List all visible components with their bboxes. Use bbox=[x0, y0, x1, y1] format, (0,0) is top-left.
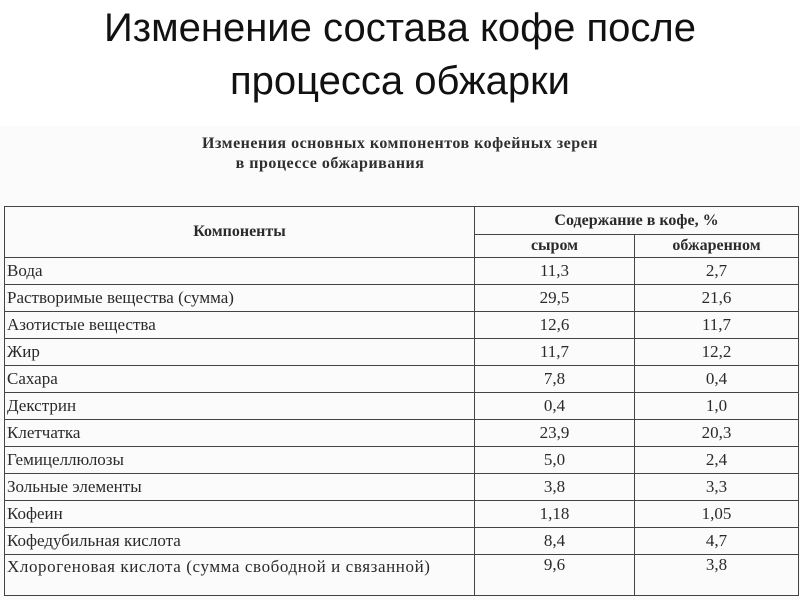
table-title-line-1: Изменения основных компонентов кофейных зерен bbox=[202, 135, 598, 152]
table-row bbox=[5, 474, 799, 501]
raw-value: 9,6 bbox=[475, 555, 635, 596]
table-row bbox=[5, 258, 799, 285]
table-row bbox=[5, 555, 799, 596]
raw-value: 11,7 bbox=[475, 339, 635, 366]
component-name bbox=[5, 555, 475, 596]
roasted-value: 3,8 bbox=[635, 555, 799, 596]
table-row bbox=[5, 393, 799, 420]
component-name: Кофеин bbox=[5, 501, 475, 528]
table-header-row bbox=[5, 207, 799, 235]
table-row bbox=[5, 339, 799, 366]
roasted-value: 11,7 bbox=[635, 312, 799, 339]
table-row bbox=[5, 447, 799, 474]
roasted-value: 20,3 bbox=[635, 420, 799, 447]
header-components: Компоненты bbox=[5, 207, 475, 258]
slide-title-line-1: Изменение состава кофе после bbox=[104, 6, 696, 50]
table-row bbox=[5, 366, 799, 393]
header-roasted: обжаренном bbox=[635, 235, 799, 258]
raw-value: 0,4 bbox=[475, 393, 635, 420]
roasted-value: 2,4 bbox=[635, 447, 799, 474]
component-name: Гемицеллюлозы bbox=[5, 447, 475, 474]
roasted-value: 2,7 bbox=[635, 258, 799, 285]
roasted-value: 1,0 bbox=[635, 393, 799, 420]
composition-table bbox=[4, 206, 799, 596]
raw-value: 1,18 bbox=[475, 501, 635, 528]
component-name: Растворимые вещества (сумма) bbox=[5, 285, 475, 312]
table-row bbox=[5, 528, 799, 555]
roasted-value: 1,05 bbox=[635, 501, 799, 528]
component-name: Декстрин bbox=[5, 393, 475, 420]
table-row bbox=[5, 501, 799, 528]
roasted-value: 4,7 bbox=[635, 528, 799, 555]
component-name: Вода bbox=[5, 258, 475, 285]
header-raw: сыром bbox=[475, 235, 635, 258]
roasted-value: 0,4 bbox=[635, 366, 799, 393]
scanned-table-image bbox=[0, 126, 800, 600]
component-name: Сахара bbox=[5, 366, 475, 393]
raw-value: 5,0 bbox=[475, 447, 635, 474]
header-content: Содержание в кофе, % bbox=[475, 207, 799, 235]
raw-value: 11,3 bbox=[475, 258, 635, 285]
component-name-text: Хлорогеновая кислота (сумма свободной и связанной) bbox=[7, 557, 431, 576]
raw-value: 12,6 bbox=[475, 312, 635, 339]
table-row bbox=[5, 285, 799, 312]
component-name: Зольные элементы bbox=[5, 474, 475, 501]
component-name: Клетчатка bbox=[5, 420, 475, 447]
roasted-value: 21,6 bbox=[635, 285, 799, 312]
raw-value: 23,9 bbox=[475, 420, 635, 447]
raw-value: 3,8 bbox=[475, 474, 635, 501]
slide-title bbox=[0, 2, 800, 108]
table-title-line-2: в процессе обжаривания bbox=[235, 155, 425, 172]
roasted-value: 3,3 bbox=[635, 474, 799, 501]
roasted-value: 12,2 bbox=[635, 339, 799, 366]
slide-title-line-2: процесса обжарки bbox=[229, 59, 571, 103]
component-name: Азотистые вещества bbox=[5, 312, 475, 339]
raw-value: 7,8 bbox=[475, 366, 635, 393]
table-title bbox=[0, 134, 800, 174]
component-name: Кофедубильная кислота bbox=[5, 528, 475, 555]
raw-value: 29,5 bbox=[475, 285, 635, 312]
table-row bbox=[5, 312, 799, 339]
table-row bbox=[5, 420, 799, 447]
raw-value: 8,4 bbox=[475, 528, 635, 555]
component-name: Жир bbox=[5, 339, 475, 366]
